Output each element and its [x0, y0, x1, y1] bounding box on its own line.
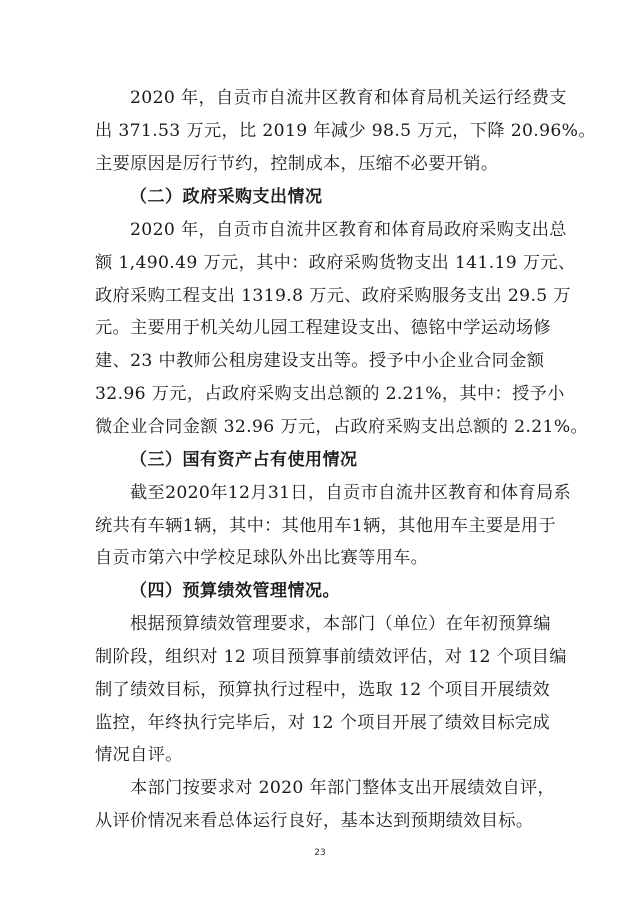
section-heading-assets: （三）国有资产占有使用情况	[130, 450, 358, 470]
paragraph-line: 制阶段，组织对 12 项目预算事前绩效评估，对 12 个项目编	[95, 647, 567, 667]
paragraph-line: 情况自评。	[95, 745, 183, 765]
paragraph-line: 根据预算绩效管理要求，本部门（单位）在年初预算编	[130, 614, 551, 634]
paragraph-line: 从评价情况来看总体运行良好，基本达到预期绩效目标。	[95, 811, 534, 831]
paragraph-line: 主要原因是厉行节约，控制成本，压缩不必要开销。	[95, 154, 499, 174]
paragraph-line: 元。主要用于机关幼儿园工程建设支出、德铭中学运动场修	[95, 318, 551, 338]
paragraph-line: 截至2020年12月31日，自贡市自流井区教育和体育局系	[130, 483, 572, 503]
page-number: 23	[314, 848, 326, 858]
paragraph-line: 制了绩效目标，预算执行过程中，选取 12 个项目开展绩效	[95, 680, 551, 700]
paragraph-line: 建、23 中教师公租房建设支出等。授予中小企业合同金额	[95, 351, 545, 371]
paragraph-line: 统共有车辆1辆，其中：其他用车1辆，其他用车主要是用于	[95, 516, 557, 536]
paragraph-line: 监控，年终执行完毕后，对 12 个项目开展了绩效目标完成	[95, 713, 551, 733]
paragraph-line: 2020 年，自贡市自流井区教育和体育局机关运行经费支	[130, 88, 567, 108]
paragraph-line: 32.96 万元，占政府采购支出总额的 2.21%，其中：授予小	[95, 384, 565, 404]
paragraph-line: 2020 年，自贡市自流井区教育和体育局政府采购支出总	[130, 220, 567, 240]
paragraph-line: 微企业合同金额 32.96 万元，占政府采购支出总额的 2.21%。	[95, 417, 589, 437]
section-heading-procurement: （二）政府采购支出情况	[130, 187, 323, 207]
section-heading-performance: （四）预算绩效管理情况。	[130, 581, 340, 601]
paragraph-line: 政府采购工程支出 1319.8 万元、政府采购服务支出 29.5 万	[95, 286, 571, 306]
paragraph-line: 本部门按要求对 2020 年部门整体支出开展绩效自评，	[130, 778, 556, 798]
paragraph-line: 额 1,490.49 万元，其中：政府采购货物支出 141.19 万元、	[95, 253, 576, 273]
paragraph-line: 出 371.53 万元，比 2019 年减少 98.5 万元，下降 20.96%。	[95, 121, 596, 141]
paragraph-line: 自贡市第六中学校足球队外出比赛等用车。	[95, 548, 429, 568]
